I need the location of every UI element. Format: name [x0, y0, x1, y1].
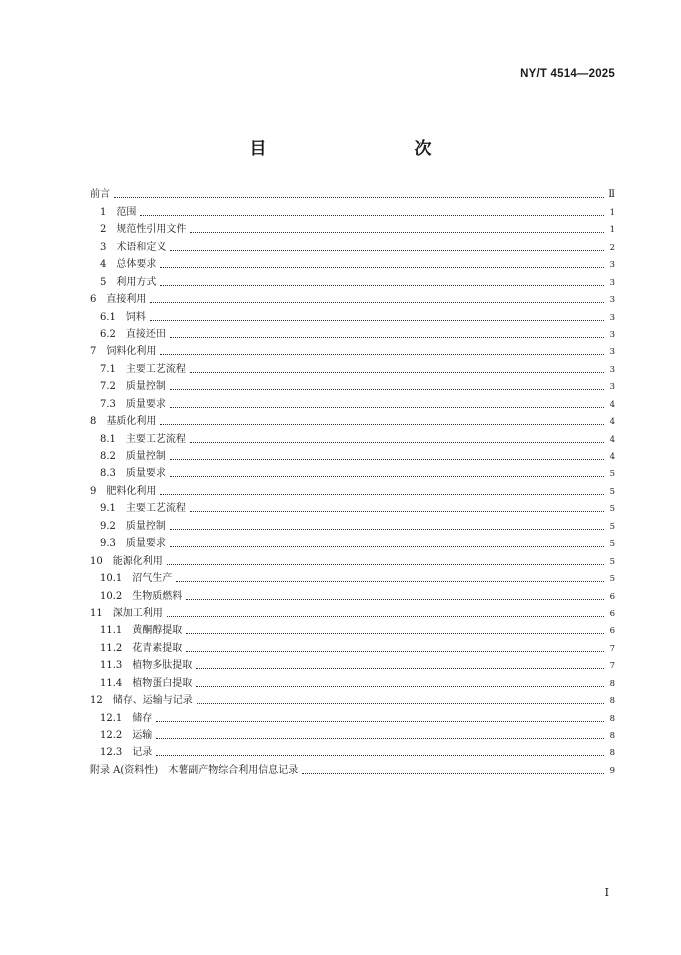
toc-entry-page: 2	[609, 242, 615, 253]
toc-entry[interactable]	[90, 672, 615, 689]
toc-entry-label: 12.2 运输	[100, 730, 153, 741]
toc-entry[interactable]	[90, 620, 615, 637]
dot-leader	[170, 476, 604, 477]
toc-entry-label: 附录 A(资料性) 木薯副产物综合利用信息记录	[90, 764, 299, 776]
dot-leader	[190, 511, 604, 512]
dot-leader	[196, 686, 604, 687]
toc-entry[interactable]	[90, 585, 615, 602]
dot-leader	[170, 389, 604, 390]
toc-entry-label: 5 利用方式	[100, 276, 157, 288]
dot-leader	[156, 721, 604, 722]
standard-number: NY/T 4514—2025	[520, 68, 615, 80]
toc-entry-page: 1	[609, 225, 615, 236]
toc-entry-label: 11.3 植物多肽提取	[100, 660, 193, 672]
toc-entry-label: 前言	[90, 189, 110, 201]
toc-entry[interactable]	[90, 690, 615, 707]
toc-entry-label: 12.3 记录	[100, 747, 153, 759]
dot-leader	[170, 407, 604, 408]
dot-leader	[170, 529, 604, 530]
toc-entry-page: 8	[609, 713, 615, 724]
dot-leader	[160, 494, 604, 495]
toc-entry[interactable]	[90, 393, 615, 410]
toc-entry-page: 5	[609, 486, 615, 497]
dot-leader	[190, 442, 604, 443]
dot-leader	[167, 564, 604, 565]
toc-entry-label: 11.2 花青素提取	[100, 642, 183, 654]
toc-entry-label: 9.3 质量要求	[100, 538, 166, 550]
toc-entry-page: 5	[609, 469, 615, 480]
toc-entry-label: 3 术语和定义	[100, 241, 167, 253]
dot-leader	[190, 372, 604, 373]
toc-entry-page: 7	[609, 643, 615, 654]
toc-entry[interactable]	[90, 498, 615, 515]
toc-entry[interactable]	[90, 446, 615, 463]
dot-leader	[167, 616, 604, 617]
toc-entry[interactable]	[90, 550, 615, 567]
toc-entry[interactable]	[90, 742, 615, 759]
toc-entry-page: 4	[609, 417, 615, 428]
toc-entry[interactable]	[90, 759, 615, 776]
toc-entry-page: 5	[609, 539, 615, 550]
dot-leader	[190, 232, 604, 233]
table-of-contents	[90, 184, 615, 777]
toc-entry[interactable]	[90, 271, 615, 288]
toc-entry[interactable]	[90, 236, 615, 253]
toc-entry-label: 8.2 质量控制	[100, 451, 166, 462]
dot-leader	[160, 354, 604, 355]
toc-entry-label: 9.2 质量控制	[100, 520, 166, 532]
dot-leader	[302, 773, 604, 774]
toc-entry-page: 8	[609, 696, 615, 707]
dot-leader	[170, 546, 604, 547]
toc-entry-label: 4 总体要求	[100, 259, 157, 271]
toc-entry-page: 3	[609, 260, 615, 271]
toc-entry-label: 8 基质化利用	[90, 416, 157, 428]
toc-entry[interactable]	[90, 480, 615, 497]
dot-leader	[156, 738, 604, 739]
toc-entry-label: 1 范围	[100, 206, 137, 218]
toc-entry[interactable]	[90, 219, 615, 236]
dot-leader	[186, 651, 604, 652]
dot-leader	[140, 215, 604, 216]
toc-entry-page: 6	[609, 608, 615, 619]
toc-entry-label: 12 储存、运输与记录	[90, 695, 193, 707]
toc-entry[interactable]	[90, 376, 615, 393]
toc-entry-page: 3	[609, 382, 615, 393]
toc-entry[interactable]	[90, 201, 615, 218]
toc-entry[interactable]	[90, 463, 615, 480]
dot-leader	[196, 668, 604, 669]
page-number: Ⅰ	[604, 886, 609, 899]
dot-leader	[176, 581, 604, 582]
toc-entry-page: 5	[609, 556, 615, 567]
toc-entry-page: 3	[609, 347, 615, 358]
toc-entry-page: 5	[609, 574, 615, 585]
toc-entry-page: 9	[609, 765, 615, 776]
toc-entry-label: 11 深加工利用	[90, 607, 163, 619]
toc-title: 目 次	[249, 139, 470, 159]
toc-entry-page: 4	[609, 452, 615, 462]
toc-entry-page: 3	[609, 312, 615, 323]
toc-entry-label: 6 直接利用	[90, 294, 147, 306]
toc-entry-label: 7.1 主要工艺流程	[100, 363, 186, 375]
toc-entry-page: 6	[609, 591, 615, 602]
dot-leader	[114, 197, 604, 198]
dot-leader	[150, 320, 604, 321]
dot-leader	[170, 459, 604, 460]
toc-entry-label: 8.3 质量要求	[100, 468, 166, 480]
dot-leader	[170, 337, 604, 338]
toc-entry-page: 8	[609, 731, 615, 741]
toc-entry[interactable]	[90, 184, 615, 201]
toc-entry-page: 1	[609, 207, 615, 218]
toc-entry-label: 11.1 黄酮醇提取	[100, 625, 183, 637]
toc-entry-page: 3	[609, 364, 615, 375]
toc-entry[interactable]	[90, 655, 615, 672]
toc-entry-page: 4	[609, 399, 615, 410]
dot-leader	[156, 755, 604, 756]
toc-entry-page: 7	[609, 661, 615, 672]
toc-entry[interactable]	[90, 324, 615, 341]
toc-entry[interactable]	[90, 358, 615, 375]
toc-entry[interactable]	[90, 707, 615, 724]
toc-entry-label: 10 能源化利用	[90, 555, 163, 567]
toc-entry[interactable]	[90, 411, 615, 428]
toc-entry-label: 11.4 植物蛋白提取	[100, 677, 193, 689]
toc-entry-page: 4	[609, 434, 615, 445]
toc-entry[interactable]	[90, 428, 615, 445]
toc-entry-page: 3	[609, 295, 615, 306]
toc-entry[interactable]	[90, 725, 615, 742]
toc-entry-label: 12.1 储存	[100, 712, 153, 724]
toc-entry-page: 6	[609, 626, 615, 637]
toc-entry-label: 7.3 质量要求	[100, 398, 166, 410]
toc-entry-label: 6.2 直接还田	[100, 328, 166, 340]
toc-entry-label: 7 饲料化利用	[90, 346, 157, 358]
toc-entry[interactable]	[90, 637, 615, 654]
toc-entry-page: 5	[609, 504, 615, 515]
toc-entry-page: 5	[609, 521, 615, 532]
toc-entry[interactable]	[90, 254, 615, 271]
toc-entry-page: 8	[609, 748, 615, 759]
toc-entry-page: 3	[609, 277, 615, 288]
dot-leader	[160, 424, 604, 425]
toc-entry[interactable]	[90, 306, 615, 323]
toc-entry-page: 3	[609, 329, 615, 340]
dot-leader	[160, 285, 604, 286]
toc-entry-label: 6.1 饲料	[100, 311, 146, 323]
toc-entry-label: 9.1 主要工艺流程	[100, 503, 186, 515]
toc-entry[interactable]	[90, 515, 615, 532]
toc-entry[interactable]	[90, 603, 615, 620]
toc-entry-label: 10.2 生物质燃料	[100, 590, 183, 602]
dot-leader	[197, 703, 604, 704]
toc-entry[interactable]	[90, 341, 615, 358]
toc-entry-page: 8	[609, 678, 615, 689]
dot-leader	[186, 633, 604, 634]
toc-entry-label: 9 肥料化利用	[90, 485, 157, 497]
toc-entry[interactable]	[90, 568, 615, 585]
toc-entry-label: 7.2 质量控制	[100, 381, 166, 393]
toc-entry-label: 8.1 主要工艺流程	[100, 433, 186, 445]
toc-entry-label: 2 规范性引用文件	[100, 224, 187, 236]
dot-leader	[170, 250, 604, 251]
dot-leader	[160, 267, 604, 268]
dot-leader	[150, 302, 604, 303]
toc-entry[interactable]	[90, 533, 615, 550]
toc-entry-label: 10.1 沼气生产	[100, 573, 173, 585]
toc-entry-page: Ⅱ	[608, 189, 615, 201]
toc-entry[interactable]	[90, 289, 615, 306]
dot-leader	[186, 599, 604, 600]
